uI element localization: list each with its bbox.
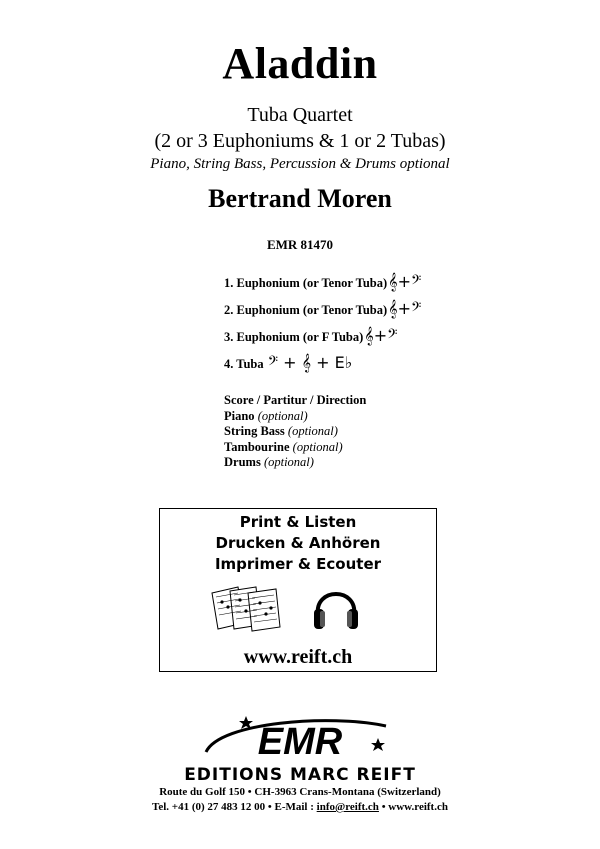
ensemble-line: Tuba Quartet xyxy=(247,104,353,126)
extra-item xyxy=(224,455,366,471)
extra-note: (optional) xyxy=(257,408,308,423)
publisher-contact xyxy=(0,801,600,813)
promo-line-en: Print & Listen xyxy=(239,513,357,531)
website-link[interactable]: www.reift.ch xyxy=(243,646,353,668)
extra-item xyxy=(224,409,366,425)
extra-item xyxy=(224,440,366,456)
extra-name: String Bass xyxy=(224,424,285,439)
extra-note: (optional) xyxy=(292,439,343,454)
extra-item xyxy=(224,424,366,440)
part-label: 4. Tuba xyxy=(224,357,264,371)
part-item xyxy=(224,299,421,319)
publisher-address: Route du Golf 150 • CH-3963 Crans-Montana (Switzerland) xyxy=(159,786,441,798)
piece-title: Aladdin xyxy=(222,39,378,88)
composer-name: Bertrand Moren xyxy=(208,184,392,213)
promo-line-fr: Imprimer & Ecouter xyxy=(214,555,382,573)
web-text: • www.reift.ch xyxy=(378,801,448,813)
extras-list xyxy=(224,393,366,471)
extra-name: Piano xyxy=(224,408,255,423)
headphones-icon xyxy=(310,581,362,635)
extra-note: (optional) xyxy=(263,455,314,470)
extra-name: Tambourine xyxy=(224,439,290,454)
part-item xyxy=(224,326,397,346)
publisher-name: EDITIONS MARC REIFT xyxy=(184,765,416,784)
extra-item xyxy=(224,393,366,409)
email-link[interactable]: info@reift.ch xyxy=(316,801,379,813)
publisher-logo xyxy=(150,712,450,784)
clef-icon: 𝄞+𝄢 xyxy=(388,299,422,318)
part-label: 2. Euphonium (or Tenor Tuba) xyxy=(224,303,388,317)
part-label: 3. Euphonium (or F Tuba) xyxy=(224,330,364,344)
extra-name: Drums xyxy=(224,455,261,470)
clef-icon: 𝄢 + 𝄞 + E♭ xyxy=(267,353,353,372)
part-label: 1. Euphonium (or Tenor Tuba) xyxy=(224,276,388,290)
clef-icon: 𝄞+𝄢 xyxy=(388,272,422,291)
print-listen-box xyxy=(159,508,437,672)
clef-icon: 𝄞+𝄢 xyxy=(364,326,398,345)
instrumentation-line: (2 or 3 Euphoniums & 1 or 2 Tubas) xyxy=(154,130,446,152)
part-item xyxy=(224,353,352,373)
extra-name: Score / Partitur / Direction xyxy=(224,393,367,407)
phone-text: Tel. +41 (0) 27 483 12 00 • E-Mail : xyxy=(152,801,317,813)
optional-instruments-line: Piano, String Bass, Percussion & Drums optional xyxy=(150,156,450,172)
promo-line-de: Drucken & Anhören xyxy=(215,534,381,552)
extra-note: (optional) xyxy=(287,424,338,439)
catalog-code: EMR 81470 xyxy=(266,237,334,252)
star-icon xyxy=(371,738,385,751)
sheet-music-icon xyxy=(208,583,284,635)
part-item xyxy=(224,272,421,292)
logo-text: EMR xyxy=(257,721,343,763)
